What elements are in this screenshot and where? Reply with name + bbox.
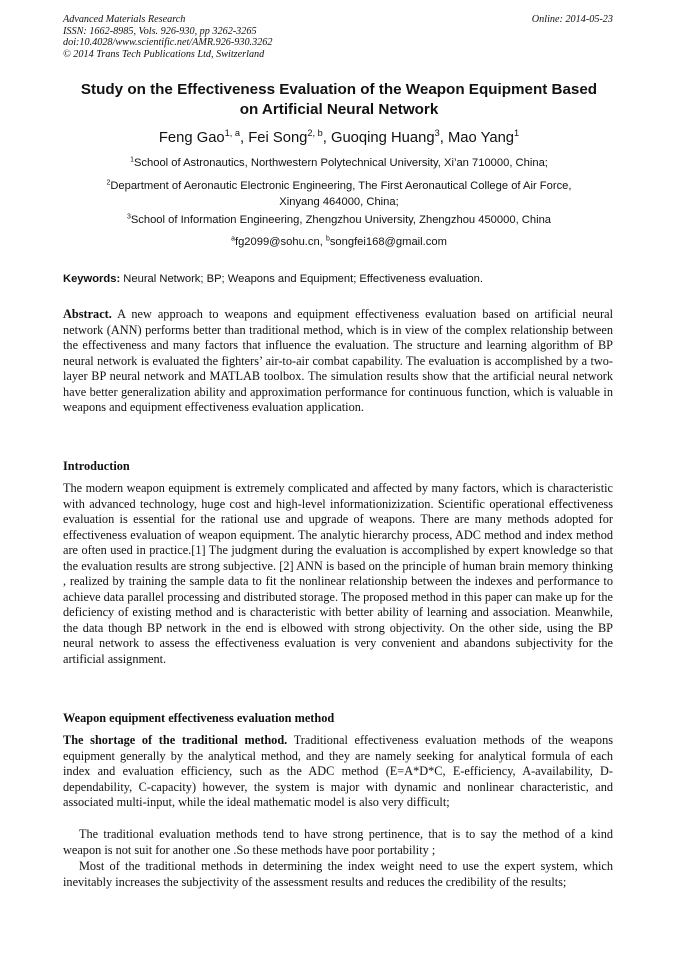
affiliation-mark: 1 <box>130 156 134 164</box>
email-b[interactable]: songfei168@gmail.com <box>329 236 447 248</box>
section-paragraph-1 <box>63 733 613 811</box>
author-affiliation-mark: 2, b <box>307 128 323 139</box>
affiliation-text: School of Astronautics, Northwestern Polytechnical University, Xi’an 710000, China; <box>133 157 548 169</box>
paper-title <box>50 80 628 120</box>
affiliation-mark: 3 <box>126 213 131 221</box>
affiliation-text: Department of Aeronautic Electronic Engineering, The First Aeronautical College of Air Force, <box>110 180 572 192</box>
paragraph-text: Traditional effectiveness evaluation methods of the weapons equipment generally by the analytical method, and they are namely seeking for analytical formula of each index and evaluation efficiency, such as the ADC method (E=A*D*C, E-efficiency, A-availability, D-dependability, C-capacity) however, the system is major with dynamic and nonlinear characteristic, and associated multi-input, while the ideal mathematic model is also very difficult; <box>63 733 613 809</box>
affiliation-1 <box>55 155 623 171</box>
title-line-1: Study on the Effectiveness Evaluation of the Weapon Equipment Based <box>80 81 598 98</box>
email-a[interactable]: fg2099@sohu.cn, <box>234 236 326 248</box>
section-paragraph-2: The traditional evaluation methods tend to have strong pertinence, that is to say the method of a kind weapon is not suit for another one .So these methods have poor portability ; <box>63 827 613 857</box>
affiliation-2 <box>55 178 623 210</box>
author-affiliation-mark: 3 <box>434 128 440 139</box>
introduction-heading: Introduction <box>63 459 130 473</box>
paragraph-lead: The shortage of the traditional method. <box>63 733 288 747</box>
abstract-label: Abstract. <box>63 307 112 321</box>
author-affiliation-mark: 1, a <box>224 128 240 139</box>
keywords-text: Neural Network; BP; Weapons and Equipment; Effectiveness evaluation. <box>120 273 483 285</box>
title-line-2: on Artificial Neural Network <box>239 101 439 118</box>
author-separator: , <box>239 130 249 146</box>
online-date: Online: 2014-05-23 <box>531 14 613 25</box>
affiliation-3 <box>55 212 623 228</box>
issn-line: ISSN: 1662-8985, Vols. 926-930, pp 3262-3265 <box>63 25 257 37</box>
keywords-label: Keywords: <box>63 273 121 285</box>
affiliation-text-line-2: Xinyang 464000, China; <box>279 196 399 208</box>
journal-name: Advanced Materials Research <box>63 14 186 25</box>
author-list <box>0 128 678 148</box>
section-paragraph-3: Most of the traditional methods in determining the index weight need to use the expert system, which inevitably increases the subjectivity of the assessment results and reduces the credibility of the results; <box>63 859 613 889</box>
author-name: Guoqing Huang <box>330 130 435 146</box>
affiliation-text: School of Information Engineering, Zhengzhou University, Zhengzhou 450000, China <box>130 214 552 226</box>
abstract-text: A new approach to weapons and equipment effectiveness evaluation based on artificial neural network (ANN) performs better than traditional method, which is in view of the complex relationship between the effectiveness and many factors that influence the evaluation. The structure and learning algorithm of BP neural network is evaluated the fighters’ air-to-air combat capability. The evaluation is accomplished by a two-layer BP neural network and MATLAB toolbox. The simulation results show that the artificial neural network have better generalization ability and approximation performance for continuous function, which is valuable in weapons and equipment effectiveness evaluation application. <box>63 307 613 414</box>
section-heading: Weapon equipment effectiveness evaluation method <box>63 711 335 725</box>
author-affiliation-mark: 1 <box>514 128 520 139</box>
author-separator: , <box>439 130 448 146</box>
copyright-line: © 2014 Trans Tech Publications Ltd, Switzerland <box>63 48 265 60</box>
author-name: Feng Gao <box>158 130 225 146</box>
author-emails <box>0 234 678 250</box>
author-name: Mao Yang <box>447 130 515 146</box>
email-mark: b <box>325 235 330 243</box>
doi-line: doi:10.4028/www.scientific.net/AMR.926-930.3262 <box>63 37 273 49</box>
author-separator: , <box>322 130 331 146</box>
introduction-paragraph: The modern weapon equipment is extremely complicated and affected by many factors, which is characteristic with advanced technology, huge cost and high-level informationizization. Scientific operational effectiveness evaluation is essential for the rational use and upgrade of weapons. There are many methods adopted for effectiveness evaluation of weapon equipment. The analytic hierarchy process, ADC method and index method are often used in practice.[1] The judgment during the evaluation is accomplished by expert knowledge so that the evaluation results are strong subjective. [2] ANN is based on the principle of human brain memory thinking , realized by training the sample data to fit the nonlinear relationship between the indexes and performance to achieve data parallel processing and distributed storage. The proposed method in this paper can make up for the deficiency of existing method and is characteristic with better ability of learning and association. Meanwhile, the data though BP network in the end is elbowed with strong objectivity. On the other side, using the BP neural network to assess the effectiveness evaluation is very convenient and abandons subjectivity for the artificial assignment. <box>63 481 613 666</box>
email-mark: a <box>231 235 235 243</box>
keywords <box>63 271 483 287</box>
author-name: Fei Song <box>248 130 308 146</box>
affiliation-mark: 2 <box>106 179 111 187</box>
journal-header <box>63 14 272 60</box>
abstract <box>63 307 613 416</box>
